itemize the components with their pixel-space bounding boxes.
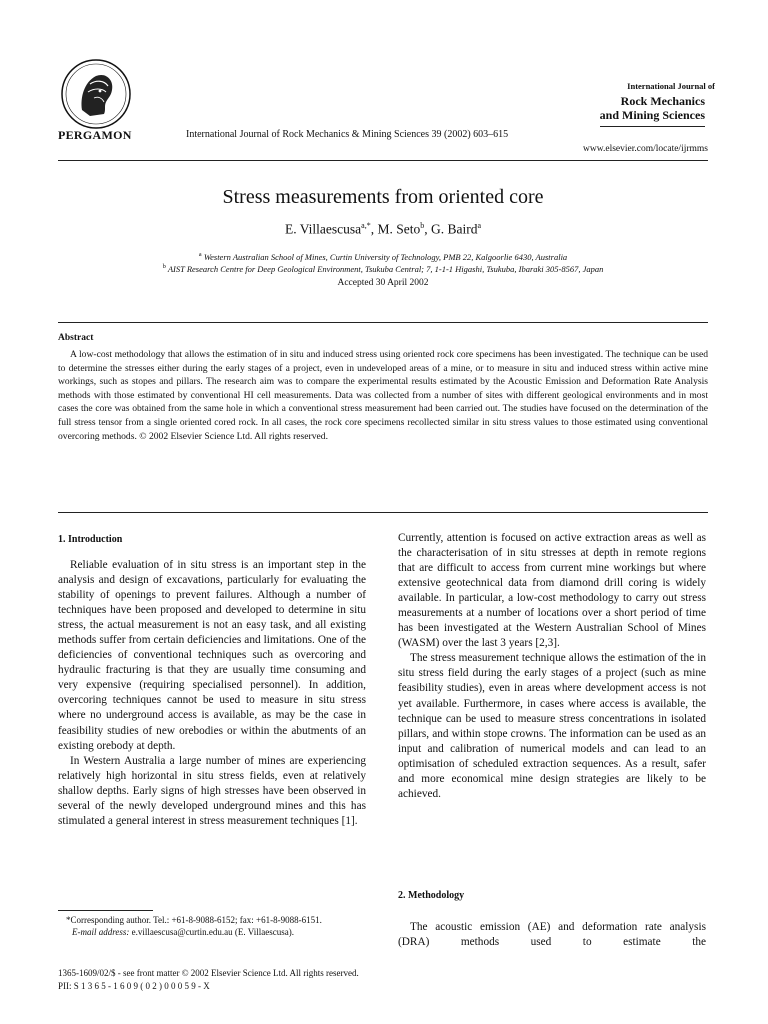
right-column [398, 531, 706, 802]
author-mark: a,* [361, 221, 371, 230]
author-mark: b [420, 221, 425, 230]
author-mark: a [477, 221, 482, 230]
journal-brand-title [560, 94, 705, 122]
journal-citation: International Journal of Rock Mechanics & Mining Sciences 39 (2002) 603–615 [186, 129, 509, 140]
corresponding-author-note: *Corresponding author. Tel.: +61-8-9088-6152; fax: +61-8-9088-6151. [66, 915, 322, 925]
article-title: Stress measurements from oriented core [222, 186, 544, 208]
affiliation-a [58, 251, 708, 262]
author-name: E. Villaescusa [284, 221, 362, 237]
pii-line: PII: S 1 3 6 5 - 1 6 0 9 ( 0 2 ) 0 0 0 5 9 - X [58, 981, 210, 991]
author-list [58, 221, 708, 238]
abstract-top-divider [58, 322, 708, 323]
journal-brand-small: International Journal of [627, 81, 715, 91]
paragraph: Currently, attention is focused on active extraction areas as well as the characterisation of in situ stresses at depth in remote regions that are difficult to access from current mine workings but where extensive geotechnical data from diamond drill coring is widely available. In particular, a low-cost methodology to carry out stress measurements at a number of locations over a short period of time has been investigated at the Western Australian School of Mines (WASM) over the last 3 years [2,3]. [398, 532, 706, 650]
paragraph: In Western Australia a large number of mines are experiencing relatively high horizontal in situ stress fields, even at relatively shallow depths. Early signs of high stresses have been observed in several of the newly developed underground mines and this has stimulated a general interest in stress measurement techniques [1]. [58, 754, 366, 827]
abstract-bottom-divider [58, 512, 708, 513]
affiliation-text: AIST Research Centre for Deep Geological Environment, Tsukuba Central; 7, 1-1-1 Higashi, Tsukuba, Ibaraki 305-8567, Japan [167, 263, 604, 274]
author-separator: , [424, 221, 431, 237]
affiliation-mark: b [162, 263, 166, 270]
header-divider [58, 160, 708, 161]
abstract-text: A low-cost methodology that allows the estimation of in situ and induced stress using oriented rock core specimens has been investigated. The technique can be used to determine the stresses either during the early stages of a project, even in undeveloped areas of a mine, or to measure in situ and induced stress within active mine workings, such as stopes and pillars. The research aim was to compare the experimental results estimated by the Acoustic Emission and Deformation Rate Analysis methods with those estimated by conventional HI cell measurements. Data was collected from a number of sites with different geological environments and in most cases the core was obtained from the same hole in which a conventional stress measurement had been carried out. The studies have focused on the determination of the full stress tensor from a single oriented cored rock. In all cases, the rock core specimens recollected similar in situ stress values to those estimated using conventional overcoring methods. © 2002 Elsevier Science Ltd. All rights reserved. [58, 349, 708, 442]
footnote [58, 914, 368, 938]
email-label: E-mail address: [72, 927, 130, 937]
abstract-heading: Abstract [58, 333, 94, 343]
left-column [58, 558, 366, 829]
footnote-divider [58, 910, 153, 911]
brand-divider [600, 126, 705, 127]
affiliation-b [58, 263, 708, 274]
copyright-line: 1365-1609/02/$ - see front matter © 2002 Elsevier Science Ltd. All rights reserved. [58, 968, 359, 978]
email-value[interactable]: e.villaescusa@curtin.edu.au (E. Villaescusa). [131, 927, 294, 937]
journal-url[interactable]: www.elsevier.com/locate/ijrmms [583, 144, 708, 154]
section-heading-methodology: 2. Methodology [398, 890, 465, 901]
journal-brand-line1: Rock Mechanics [620, 94, 705, 108]
author-name: G. Baird [430, 221, 478, 237]
paragraph: The stress measurement technique allows the estimation of the in situ stress field during the early stages of a project (such as mine feasibility studies), even in areas where development access is not yet available. Furthermore, in cases where access is available, the technique can be used to measure stress concentrations in isolated pillars, and within stope crowns. The information can be used as an input and calibration of numerical models and can lead to an optimisation of scheduled extraction sequences. As a result, safer and more economical mine design strategies are likely to be achieved. [398, 652, 706, 800]
methodology-text [398, 920, 706, 950]
author-separator: , [370, 221, 378, 237]
journal-brand-line2: and Mining Sciences [599, 108, 705, 122]
affiliation-mark: a [198, 251, 202, 258]
publisher-name: PERGAMON [58, 128, 132, 142]
section-heading-introduction: 1. Introduction [58, 534, 123, 545]
email-note [58, 926, 368, 938]
publisher-logo [60, 58, 132, 130]
paragraph: Reliable evaluation of in situ stress is an important step in the analysis and design of excavations, particularly for evaluating the stability of openings to prevent failures. Although a number of techniques have been proposed and developed to determine in situ stress, the actual measurement is not an easy task, and all existing methods suffer from certain deficiencies and limitations. One of the deficiencies of conventional techniques such as overcoring and hydraulic fracturing is that they are usually time consuming and very expensive (requiring specialised personnel). In addition, overcoring techniques cannot be used to measure in situ stress where no underground access is available, as may be the case in feasibility studies of new orebodies or within the abutments of an existing orebody at depth. [58, 559, 366, 752]
accepted-date: Accepted 30 April 2002 [337, 278, 429, 288]
paragraph: The acoustic emission (AE) and deformation rate analysis (DRA) methods used to estimate the [398, 921, 706, 949]
affiliation-text: Western Australian School of Mines, Curtin University of Technology, PMB 22, Kalgoorlie 6430, Australia [203, 251, 568, 262]
author-name: M. Seto [377, 221, 421, 237]
